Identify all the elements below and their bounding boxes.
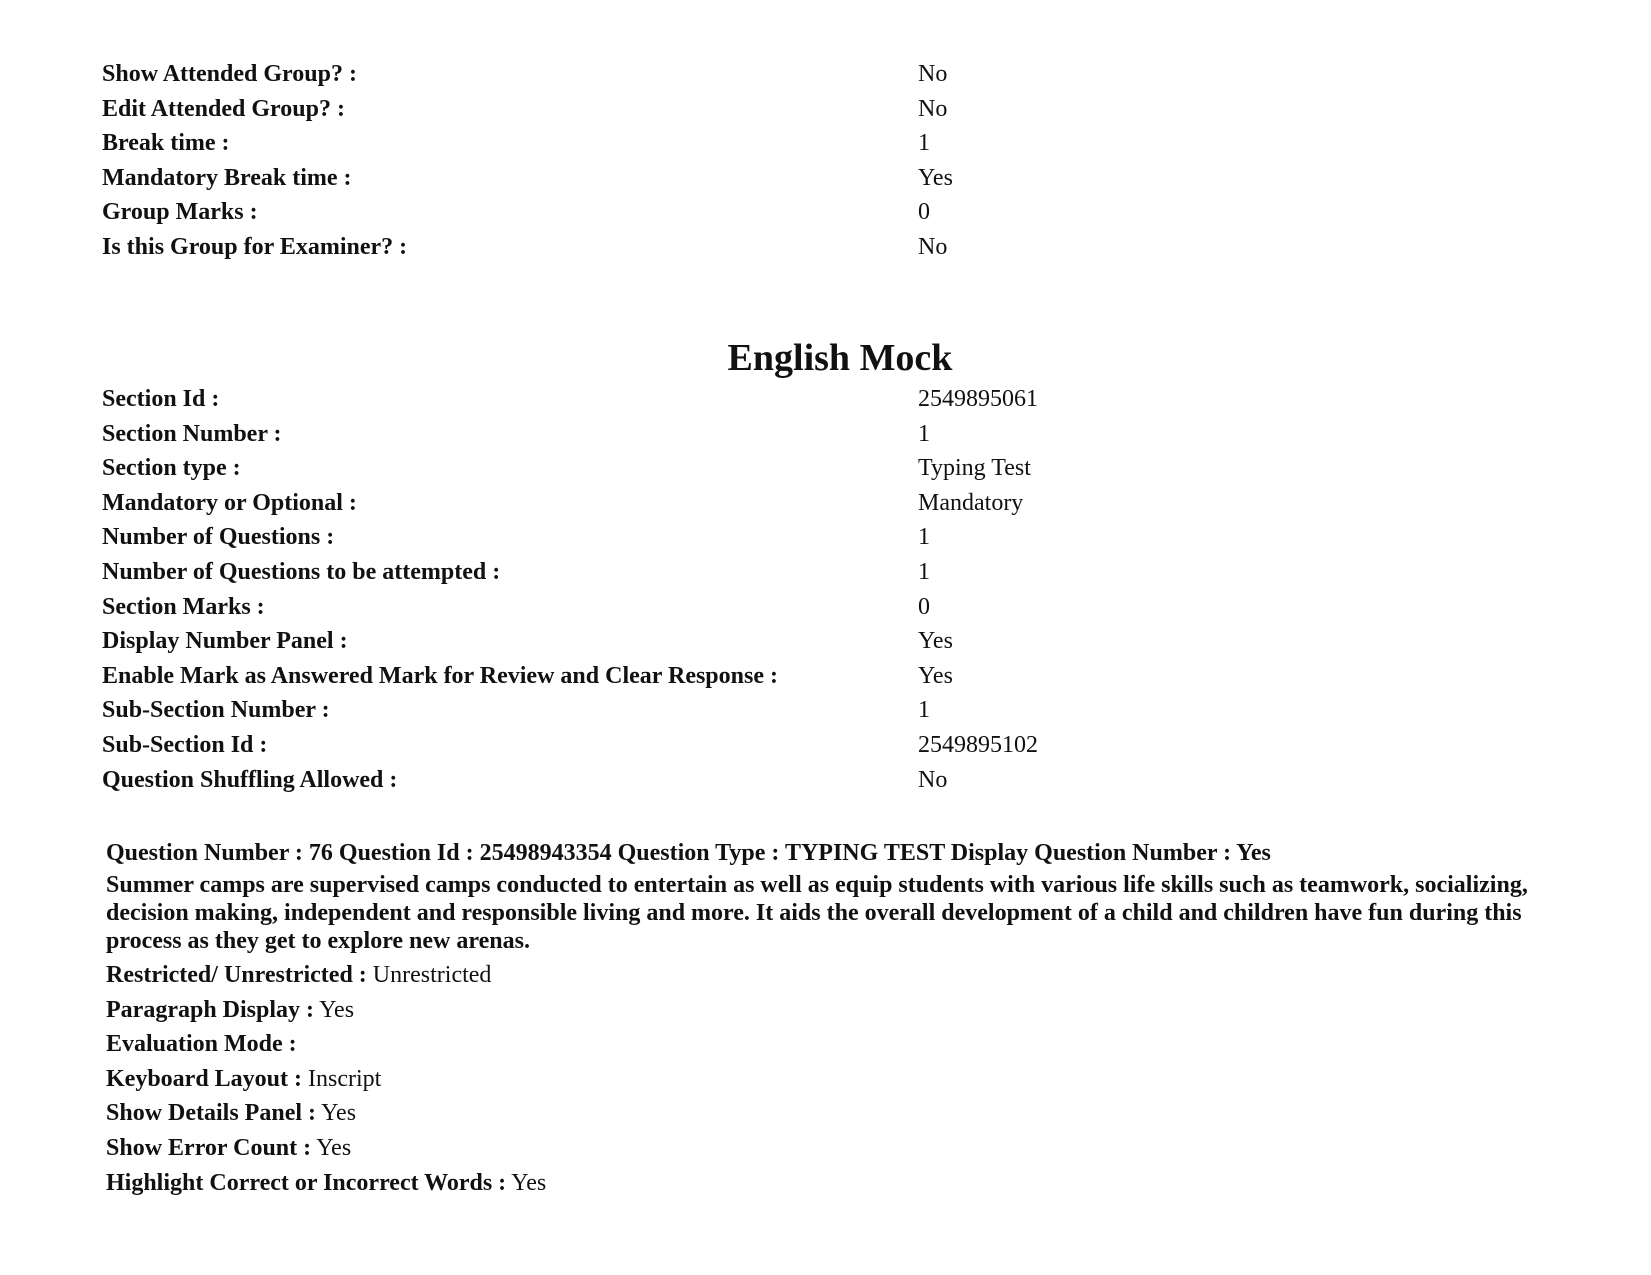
question-property-row [106, 1062, 1576, 1097]
section-field-row [102, 590, 1562, 625]
section-field-row [102, 763, 1562, 798]
group-settings-table [102, 57, 1562, 265]
property-value: Yes [511, 1169, 547, 1196]
question-property-row [106, 1166, 1576, 1201]
setting-label: Edit Attended Group? : [102, 95, 345, 122]
group-setting-row [102, 230, 1562, 265]
field-value: Typing Test [918, 455, 1031, 482]
group-setting-row [102, 92, 1562, 127]
property-label: Evaluation Mode : [106, 1031, 297, 1058]
field-label: Mandatory or Optional : [102, 489, 357, 516]
question-header: Question Number : 76 Question Id : 25498943354 Question Type : TYPING TEST Display Question Number : Yes [106, 840, 1271, 866]
section-field-row [102, 417, 1562, 452]
section-field-row [102, 728, 1562, 763]
setting-value: No [918, 233, 948, 260]
property-label: Paragraph Display : [106, 996, 315, 1023]
question-property-row [106, 993, 1576, 1028]
setting-value: No [918, 95, 948, 122]
question-block [106, 836, 1576, 1200]
section-field-row [102, 382, 1562, 417]
setting-label: Group Marks : [102, 199, 258, 226]
property-value: Yes [319, 996, 355, 1023]
field-value: Yes [918, 662, 953, 689]
field-value: 1 [918, 558, 930, 585]
group-setting-row [102, 126, 1562, 161]
section-field-row [102, 451, 1562, 486]
setting-label: Break time : [102, 130, 230, 157]
section-title: English Mock [727, 337, 953, 379]
field-value: 2549895061 [918, 386, 1038, 412]
field-label: Number of Questions : [102, 524, 335, 551]
field-label: Sub-Section Id : [102, 731, 268, 758]
field-label: Enable Mark as Answered Mark for Review and Clear Response : [102, 662, 778, 689]
field-value: No [918, 766, 948, 793]
question-property-row [106, 1131, 1576, 1166]
field-value: 1 [918, 524, 930, 551]
field-label: Section Marks : [102, 593, 265, 620]
question-property-row [106, 1027, 1576, 1062]
property-label: Highlight Correct or Incorrect Words : [106, 1169, 507, 1196]
property-label: Restricted/ Unrestricted : [106, 962, 367, 988]
property-label: Keyboard Layout : [106, 1065, 303, 1092]
setting-label: Is this Group for Examiner? : [102, 233, 408, 260]
field-label: Display Number Panel : [102, 628, 348, 655]
property-label: Show Details Panel : [106, 1100, 316, 1127]
question-property-row [106, 1096, 1576, 1131]
setting-value: 0 [918, 199, 930, 226]
question-text: Summer camps are supervised camps conducted to entertain as well as equip students with various life skills such as teamwork, socializing, decision making, independent and responsible living and more. It aids the overall development of a child and children have fun during this process as they get to explore new arenas. [106, 872, 1528, 954]
field-label: Question Shuffling Allowed : [102, 766, 398, 793]
field-value: 1 [918, 697, 930, 724]
section-field-row [102, 555, 1562, 590]
setting-value: Yes [918, 164, 953, 191]
field-label: Section Number : [102, 420, 282, 447]
question-property-row [106, 958, 1576, 993]
setting-label: Mandatory Break time : [102, 164, 352, 191]
field-value: 1 [918, 420, 930, 447]
field-label: Number of Questions to be attempted : [102, 558, 501, 585]
group-setting-row [102, 161, 1562, 196]
section-field-row [102, 520, 1562, 555]
section-field-row [102, 486, 1562, 521]
field-label: Section type : [102, 455, 241, 482]
setting-value: No [918, 61, 948, 87]
section-fields-table [102, 382, 1562, 797]
property-label: Show Error Count : [106, 1134, 312, 1161]
field-value: 0 [918, 593, 930, 620]
section-field-row [102, 693, 1562, 728]
field-value: 2549895102 [918, 731, 1038, 758]
property-value: Yes [321, 1100, 357, 1127]
group-setting-row [102, 57, 1562, 92]
field-label: Sub-Section Number : [102, 697, 330, 724]
section-field-row [102, 659, 1562, 694]
group-setting-row [102, 195, 1562, 230]
property-value: Yes [316, 1134, 352, 1161]
field-value: Mandatory [918, 489, 1024, 516]
field-label: Section Id : [102, 386, 220, 412]
property-value: Unrestricted [372, 962, 492, 988]
section-field-row [102, 624, 1562, 659]
setting-label: Show Attended Group? : [102, 61, 357, 87]
property-value: Inscript [308, 1065, 382, 1092]
setting-value: 1 [918, 130, 930, 157]
field-value: Yes [918, 628, 953, 655]
